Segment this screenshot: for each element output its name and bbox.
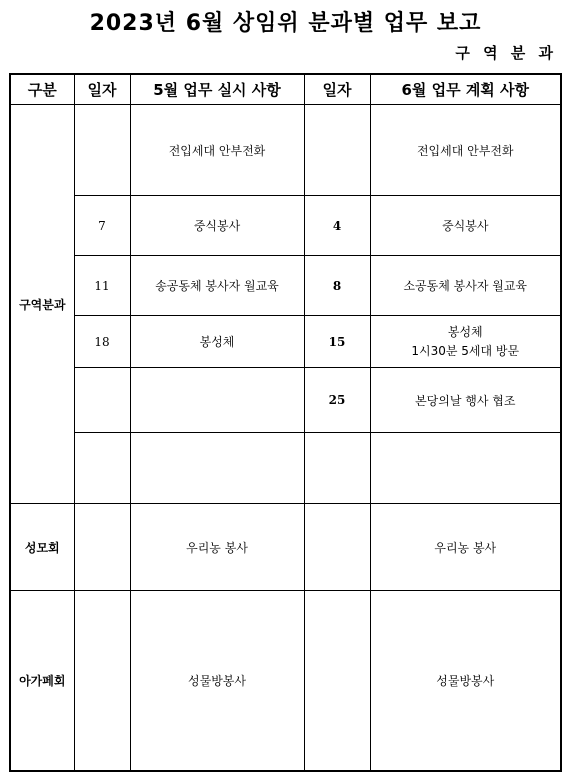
- may-item-cell: [130, 433, 304, 504]
- june-item-line: 봉성체: [447, 324, 483, 339]
- may-date-cell: 18: [74, 316, 130, 368]
- june-date-cell: 8: [304, 256, 370, 316]
- june-item-cell: 소공동체 봉사자 월교육: [370, 256, 561, 316]
- table-row: [10, 105, 561, 196]
- may-item-cell: 성물방봉사: [130, 591, 304, 771]
- report-table: [9, 73, 562, 772]
- may-date-cell: 11: [74, 256, 130, 316]
- may-date-cell: [74, 368, 130, 433]
- header-category: 구분: [10, 74, 74, 105]
- june-date-cell: 15: [304, 316, 370, 368]
- june-item-cell: 우리농 봉사: [370, 504, 561, 591]
- table-row: [10, 504, 561, 591]
- june-date-cell: [304, 433, 370, 504]
- header-date-may: 일자: [74, 74, 130, 105]
- june-date-cell: [304, 105, 370, 196]
- department-label: 구 역 분 과: [455, 44, 557, 62]
- header-row: [10, 74, 561, 105]
- report-title: 2023년 6월 상임위 분과별 업무 보고: [89, 11, 482, 36]
- june-item-cell: 중식봉사: [370, 196, 561, 256]
- june-item-cell: 전입세대 안부전화: [370, 105, 561, 196]
- table-row: [10, 196, 561, 256]
- may-date-cell: [74, 504, 130, 591]
- june-item-line: 1시30분 5세대 방문: [411, 343, 520, 358]
- table-row: [10, 256, 561, 316]
- table-row: [10, 368, 561, 433]
- group-agape: 아가페회: [10, 591, 74, 771]
- june-item-cell: [370, 433, 561, 504]
- june-item-cell: 성물방봉사: [370, 591, 561, 771]
- june-date-cell: 25: [304, 368, 370, 433]
- header-date-june: 일자: [304, 74, 370, 105]
- may-item-cell: 봉성체: [130, 316, 304, 368]
- june-date-cell: 4: [304, 196, 370, 256]
- june-item-cell: 본당의날 행사 협조: [370, 368, 561, 433]
- group-district: 구역분과: [10, 105, 74, 504]
- header-may-work: 5월 업무 실시 사항: [130, 74, 304, 105]
- may-date-cell: [74, 433, 130, 504]
- table-row: [10, 591, 561, 771]
- may-item-cell: [130, 368, 304, 433]
- header-june-plan: 6월 업무 계획 사항: [370, 74, 561, 105]
- table-row: [10, 433, 561, 504]
- group-women: 성모회: [10, 504, 74, 591]
- june-date-cell: [304, 504, 370, 591]
- may-item-cell: 전입세대 안부전화: [130, 105, 304, 196]
- may-date-cell: [74, 591, 130, 771]
- may-item-cell: 송공동체 봉사자 월교육: [130, 256, 304, 316]
- june-item-cell: [370, 316, 561, 368]
- table-row: [10, 316, 561, 368]
- may-date-cell: 7: [74, 196, 130, 256]
- may-item-cell: 우리농 봉사: [130, 504, 304, 591]
- may-date-cell: [74, 105, 130, 196]
- june-date-cell: [304, 591, 370, 771]
- may-item-cell: 중식봉사: [130, 196, 304, 256]
